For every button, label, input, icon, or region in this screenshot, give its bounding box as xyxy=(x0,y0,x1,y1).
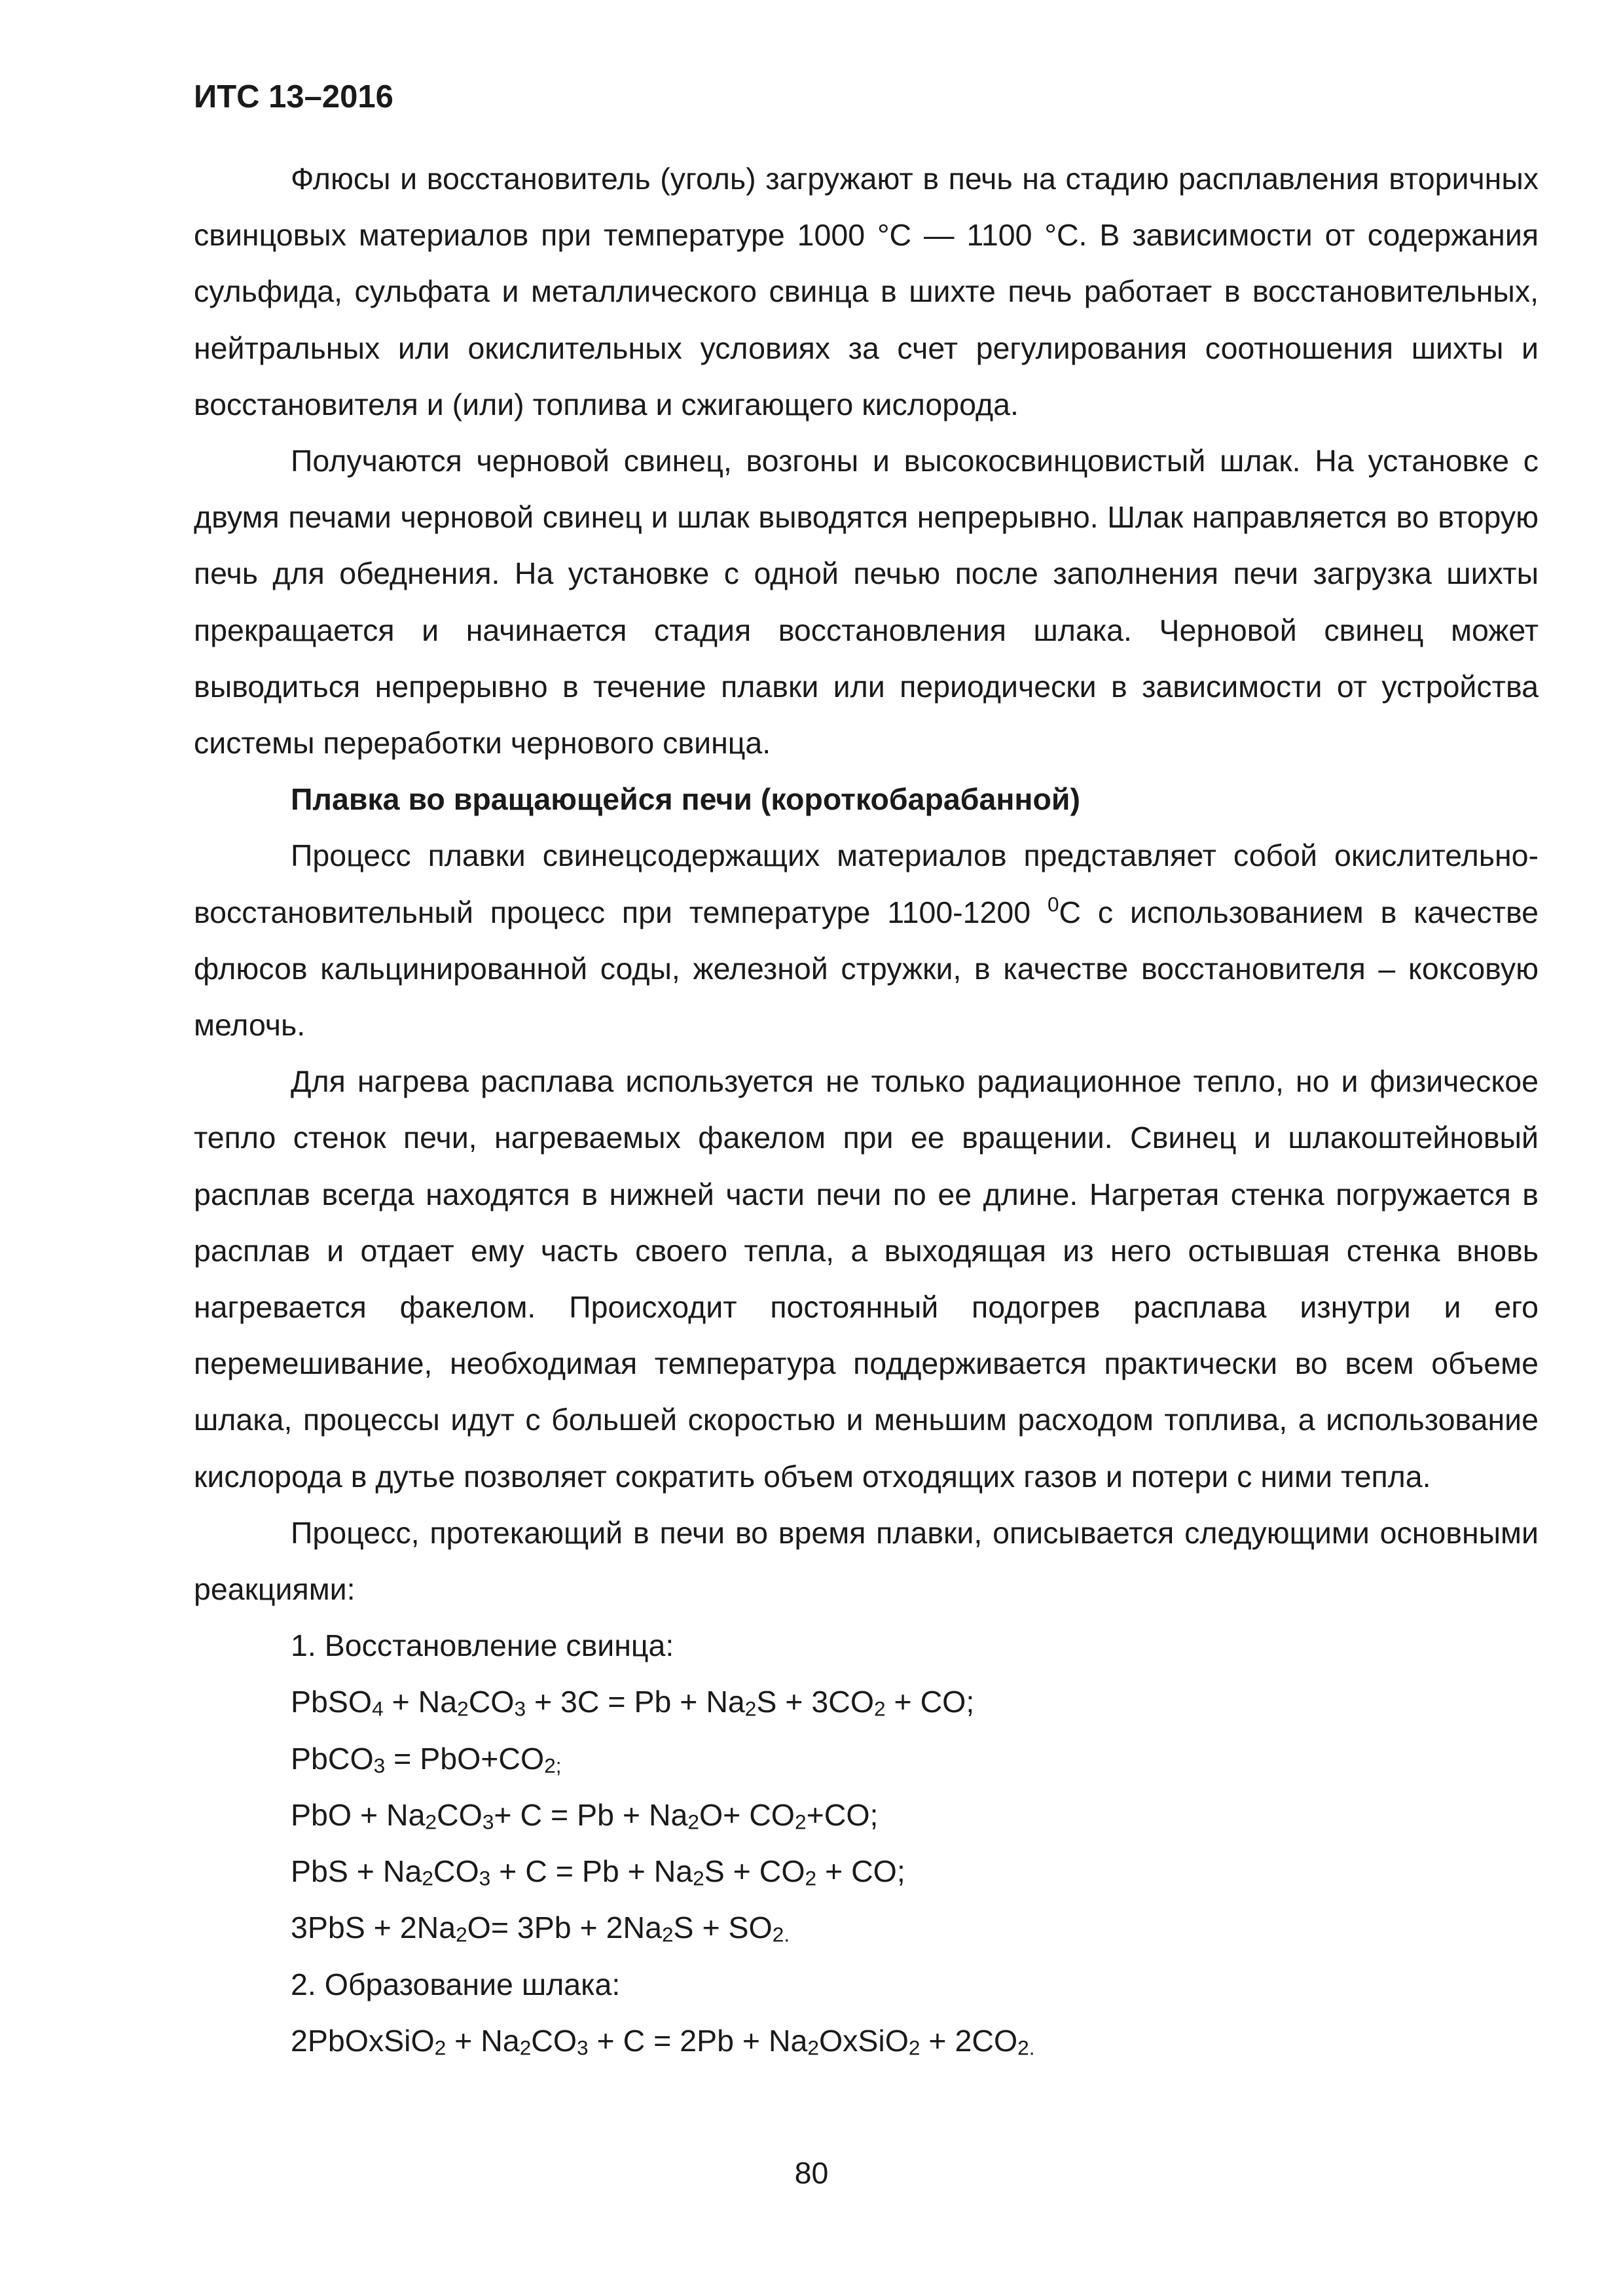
formula-text: PbS + Na xyxy=(291,1854,422,1889)
chemical-equation xyxy=(194,1787,1539,1843)
formula-text: CO xyxy=(433,1854,479,1889)
chemical-equation xyxy=(194,1843,1539,1899)
formula-text: + C = Pb + Na xyxy=(490,1854,693,1889)
formula-subscript: 2 xyxy=(807,2036,819,2060)
body-text xyxy=(194,151,1539,2069)
formula-text: O= 3Pb + 2Na xyxy=(467,1910,662,1945)
formula-subscript: 2. xyxy=(1017,2036,1035,2060)
formula-subscript: 2 xyxy=(661,1922,674,1946)
chemical-equation xyxy=(194,1674,1539,1730)
formula-subscript: 2 xyxy=(744,1697,757,1721)
page-number: 80 xyxy=(794,2156,829,2190)
formula-text: 3PbS + 2Na xyxy=(291,1910,456,1945)
chemical-equation xyxy=(194,2013,1539,2069)
document-code: ИТС 13–2016 xyxy=(194,79,393,115)
formula-text: + CO; xyxy=(816,1854,905,1889)
formula-text: CO xyxy=(531,2023,577,2058)
formula-subscript: 2 xyxy=(457,1697,469,1721)
paragraph-text: Процесс плавки свинецсодержащих материалов представляет собой окислительно-восстановительный процесс при температуре 1100-1200 xyxy=(194,838,1539,929)
chemical-equation xyxy=(194,1731,1539,1787)
paragraph: Получаются черновой свинец, возгоны и высокосвинцовистый шлак. На установке с двумя печами черновой свинец и шлак выводятся непрерывно. Шлак направляется во вторую печь для обеднения. На установке с одной печью после заполнения печи загрузка шихты прекращается и начинается стадия восстановления шлака. Черновой свинец может выводиться непрерывно в течение плавки или периодически в зависимости от устройства системы переработки чернового свинца. xyxy=(194,444,1539,761)
formula-subscript: 3 xyxy=(373,1753,386,1778)
formula-subscript: 2 xyxy=(693,1866,704,1890)
formula-text: + 3C = Pb + Na xyxy=(526,1685,745,1719)
formula-text: CO xyxy=(468,1685,515,1719)
formula-text: = PbO+CO xyxy=(385,1741,545,1776)
formula-subscript: 2 xyxy=(687,1810,699,1834)
slag-heading: 2. Образование шлака: xyxy=(291,1967,621,2001)
formula-subscript: 2 xyxy=(425,1810,437,1834)
formula-text: S + CO xyxy=(704,1854,805,1889)
formula-subscript: 3 xyxy=(514,1697,526,1721)
paragraph: Процесс, протекающий в печи во время плавки, описывается следующими основными реакциями: xyxy=(194,1515,1539,1607)
degree-superscript: 0 xyxy=(1047,892,1059,916)
formula-subscript: 2 xyxy=(519,2036,532,2060)
formula-text: CO xyxy=(437,1797,483,1832)
paragraph xyxy=(194,827,1539,1053)
formula-text: + CO; xyxy=(885,1685,975,1719)
formula-subscript: 2 xyxy=(805,1866,817,1890)
formula-subscript: 2 xyxy=(908,2036,921,2060)
formula-subscript: 2. xyxy=(772,1922,790,1946)
slag-reactions xyxy=(194,2013,1539,2069)
formula-subscript: 3 xyxy=(482,1810,494,1834)
formula-text: S + 3CO xyxy=(756,1685,874,1719)
formula-text: + 2CO xyxy=(920,2023,1018,2058)
formula-text: + Na xyxy=(383,1685,458,1719)
chemical-equation xyxy=(194,1899,1539,1956)
formula-text: + Na xyxy=(446,2023,520,2058)
formula-text: PbSO xyxy=(291,1685,373,1719)
formula-text: PbO + Na xyxy=(291,1797,426,1832)
formula-text: +CO; xyxy=(806,1797,879,1832)
formula-subscript: 3 xyxy=(577,2036,589,2060)
formula-text: OxSiO xyxy=(818,2023,909,2058)
formula-subscript: 2 xyxy=(874,1697,886,1721)
formula-subscript: 2; xyxy=(544,1753,562,1778)
formula-subscript: 2 xyxy=(434,2036,447,2060)
formula-subscript: 2 xyxy=(422,1866,433,1890)
paragraph-text: С с использованием в качестве флюсов кальцинированной соды, железной стружки, в качестве восстановителя – коксовую мелочь. xyxy=(194,895,1539,1043)
section-heading: Плавка во вращающейся печи (короткобарабанной) xyxy=(291,782,1080,817)
formula-text: 2PbOxSiO xyxy=(291,2023,435,2058)
formula-text: S + SO xyxy=(673,1910,773,1945)
formula-subscript: 2 xyxy=(456,1922,467,1946)
formula-text: + C = Pb + Na xyxy=(494,1797,688,1832)
formula-text: + C = 2Pb + Na xyxy=(588,2023,808,2058)
reduction-heading: 1. Восстановление свинца: xyxy=(291,1628,674,1663)
paragraph: Флюсы и восстановитель (уголь) загружают в печь на стадию расплавления вторичных свинцовых материалов при температуре 1000 °C — 1100 °C. В зависимости от содержания сульфида, сульфата и металлического свинца в шихте печь работает в восстановительных, нейтральных или окислительных условиях за счет регулирования соотношения шихты и восстановителя и (или) топлива и сжигающего кислорода. xyxy=(194,162,1539,422)
formula-text: O+ CO xyxy=(699,1797,795,1832)
formula-subscript: 4 xyxy=(372,1697,384,1721)
reduction-reactions xyxy=(194,1674,1539,1956)
paragraph: Для нагрева расплава используется не только радиационное тепло, но и физическое тепло стенок печи, нагреваемых факелом при ее вращении. Свинец и шлакоштейновый расплав всегда находятся в нижней части печи по ее длине. Нагретая стенка погружается в расплав и отдает ему часть своего тепла, а выходящая из него остывшая стенка вновь нагревается факелом. Происходит постоянный подогрев расплава изнутри и его перемешивание, необходимая температура поддерживается практически во всем объеме шлака, процессы идут с большей скоростью и меньшим расходом топлива, а использование кислорода в дутье позволяет сократить объем отходящих газов и потери с ними тепла. xyxy=(194,1064,1539,1494)
formula-subscript: 3 xyxy=(479,1866,491,1890)
formula-subscript: 2 xyxy=(794,1810,807,1834)
formula-text: PbCO xyxy=(291,1741,374,1776)
